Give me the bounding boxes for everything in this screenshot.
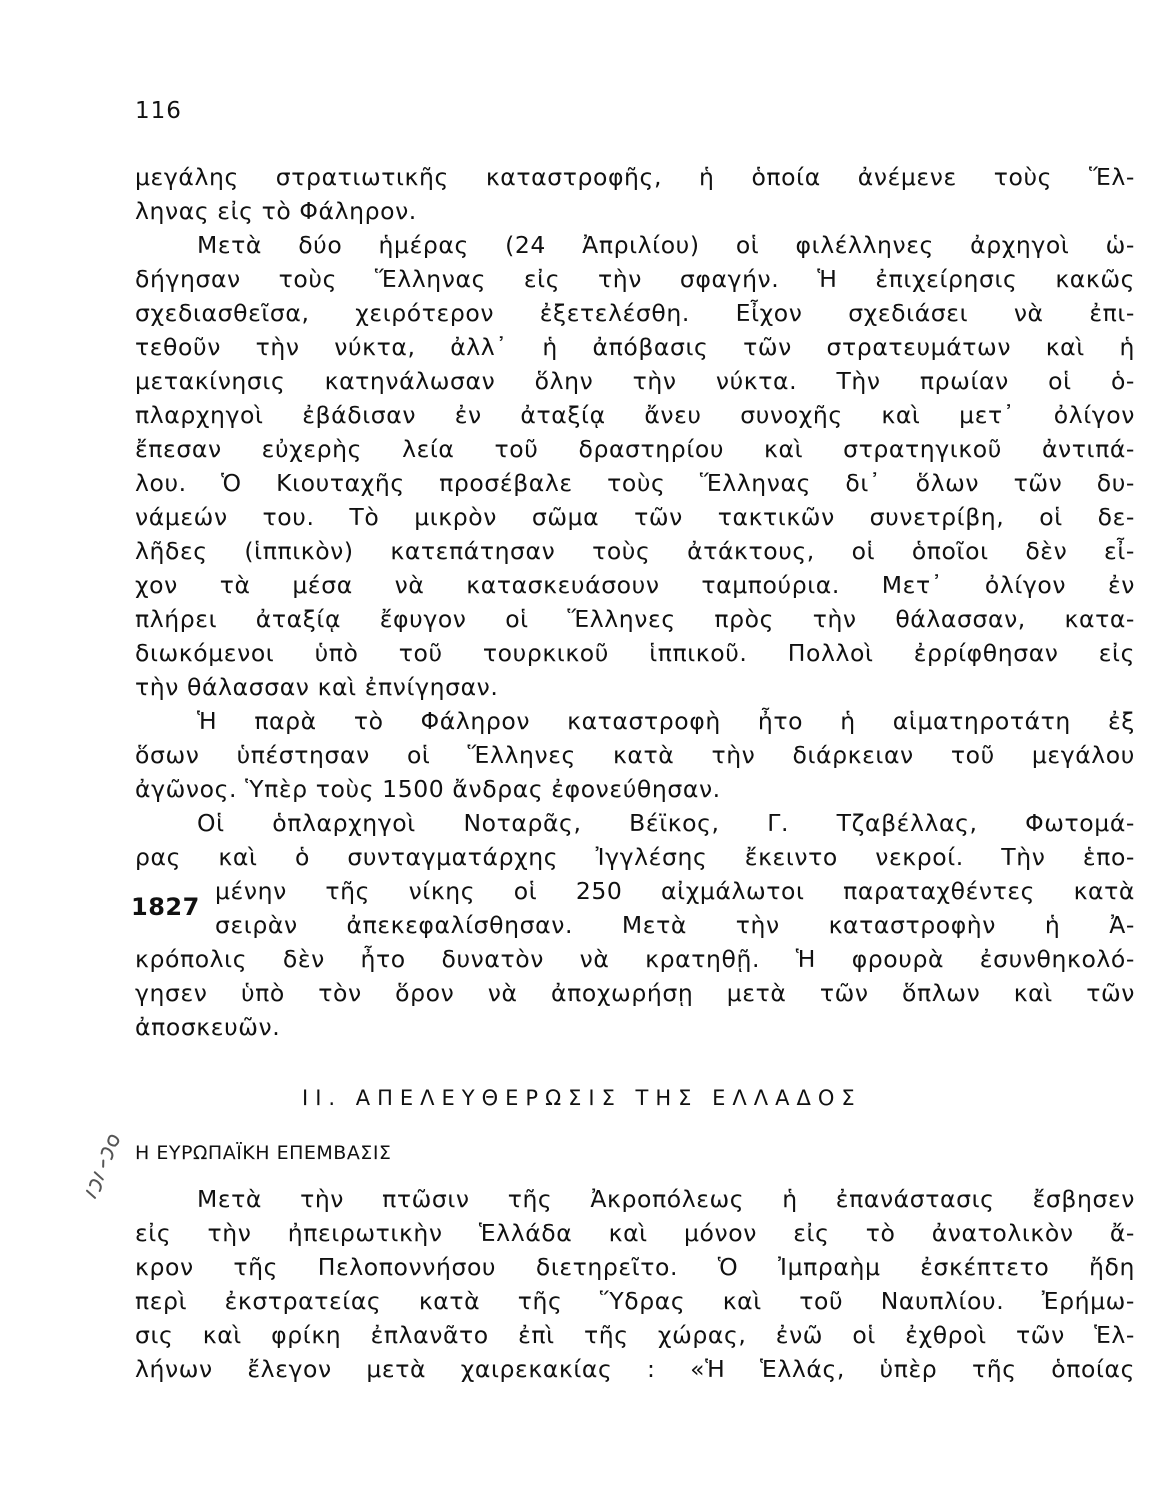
section-body-text: [135, 1182, 1135, 1386]
text-line: χον τὰ μέσα νὰ κατασκευάσουν ταμπούρια. Μετ᾽ ὀλίγον ἐν: [135, 571, 1135, 599]
text-line: μένην τῆς νίκης οἱ 250 αἰχμάλωτοι παραταχθέντες κατὰ: [215, 877, 1135, 905]
text-line: περὶ ἐκστρατείας κατὰ τῆς Ὕδρας καὶ τοῦ Ναυπλίου. Ἐρήμω-: [135, 1287, 1135, 1315]
subsection-heading: Η ΕΥΡΩΠΑΪΚΗ ΕΠΕΜΒΑΣΙΣ: [135, 1142, 392, 1164]
text-line: πλήρει ἀταξίᾳ ἔφυγον οἱ Ἕλληνες πρὸς τὴν θάλασσαν, κατα-: [135, 605, 1135, 633]
text-line: ἀποσκευῶν.: [135, 1013, 281, 1041]
text-line: τεθοῦν τὴν νύκτα, ἀλλ᾽ ἡ ἀπόβασις τῶν στρατευμάτων καὶ ἡ: [135, 333, 1135, 361]
body-text: [135, 160, 1135, 1044]
text-line: νάμεών του. Τὸ μικρὸν σῶμα τῶν τακτικῶν συνετρίβη, οἱ δε-: [135, 503, 1135, 531]
text-line: ἀγῶνος. Ὑπὲρ τοὺς 1500 ἄνδρας ἐφονεύθησαν.: [135, 775, 721, 803]
section-heading: ΙΙ. ΑΠΕΛΕΥΘΕΡΩΣΙΣ ΤΗΣ ΕΛΛΑΔΟΣ: [302, 1086, 862, 1110]
paragraph: [135, 1182, 1135, 1386]
text-line: δήγησαν τοὺς Ἕλληνας εἰς τὴν σφαγήν. Ἡ ἐπιχείρησις κακῶς: [135, 265, 1135, 293]
paragraph: [135, 704, 1135, 806]
text-line: λῆδες (ἱππικὸν) κατεπάτησαν τοὺς ἀτάκτους, οἱ ὁποῖοι δὲν εἶ-: [135, 537, 1135, 565]
text-line: ἔπεσαν εὐχερὴς λεία τοῦ δραστηρίου καὶ στρατηγικοῦ ἀντιπά-: [135, 435, 1135, 463]
text-line: κρόπολις δὲν ἦτο δυνατὸν νὰ κρατηθῇ. Ἡ φρουρὰ ἐσυνθηκολό-: [135, 945, 1135, 973]
margin-year: 1827: [131, 893, 200, 921]
text-line: τὴν θάλασσαν καὶ ἐπνίγησαν.: [135, 673, 499, 701]
text-line: σειρὰν ἀπεκεφαλίσθησαν. Μετὰ τὴν καταστροφὴν ἡ Ἀ-: [215, 911, 1135, 939]
text-line: κρον τῆς Πελοποννήσου διετηρεῖτο. Ὁ Ἰμπραὴμ ἐσκέπτετο ἤδη: [135, 1253, 1135, 1281]
text-line: Ἡ παρὰ τὸ Φάληρον καταστροφὴ ἦτο ἡ αἱματηροτάτη ἐξ: [197, 707, 1135, 735]
text-line: διωκόμενοι ὑπὸ τοῦ τουρκικοῦ ἱππικοῦ. Πολλοὶ ἐρρίφθησαν εἰς: [135, 639, 1135, 667]
text-line: Μετὰ τὴν πτῶσιν τῆς Ἀκροπόλεως ἡ ἐπανάστασις ἔσβησεν: [197, 1185, 1135, 1213]
text-line: εἰς τὴν ἠπειρωτικὴν Ἑλλάδα καὶ μόνον εἰς τὸ ἀνατολικὸν ἄ-: [135, 1219, 1135, 1247]
text-line: πλαρχηγοὶ ἐβάδισαν ἐν ἀταξίᾳ ἄνευ συνοχῆς καὶ μετ᾽ ὀλίγον: [135, 401, 1135, 429]
text-line: λήνων ἔλεγον μετὰ χαιρεκακίας : «Ἡ Ἑλλάς, ὑπὲρ τῆς ὁποίας: [135, 1355, 1135, 1383]
text-line: μεγάλης στρατιωτικῆς καταστροφῆς, ἡ ὁποία ἀνέμενε τοὺς Ἕλ-: [135, 163, 1135, 191]
paragraph: [135, 160, 1135, 228]
page-number: 116: [135, 98, 182, 124]
text-line: ὅσων ὑπέστησαν οἱ Ἕλληνες κατὰ τὴν διάρκειαν τοῦ μεγάλου: [135, 741, 1135, 769]
text-line: σχεδιασθεῖσα, χειρότερον ἐξετελέσθη. Εἶχον σχεδιάσει νὰ ἐπι-: [135, 299, 1135, 327]
text-line: λου. Ὁ Κιουταχῆς προσέβαλε τοὺς Ἕλληνας δι᾽ ὅλων τῶν δυ-: [135, 469, 1135, 497]
text-line: σις καὶ φρίκη ἐπλανᾶτο ἐπὶ τῆς χώρας, ἐνῶ οἱ ἐχθροὶ τῶν Ἑλ-: [135, 1321, 1135, 1349]
text-line: μετακίνησις κατηνάλωσαν ὅλην τὴν νύκτα. Τὴν πρωίαν οἱ ὁ-: [135, 367, 1135, 395]
paragraph: [135, 228, 1135, 704]
paragraph: [135, 806, 1135, 1044]
text-line: Οἱ ὁπλαρχηγοὶ Νοταρᾶς, Βέϊκος, Γ. Τζαβέλλας, Φωτομά-: [197, 809, 1135, 837]
text-line: ληνας εἰς τὸ Φάληρον.: [135, 197, 417, 225]
text-line: γησεν ὑπὸ τὸν ὅρον νὰ ἀποχωρήσῃ μετὰ τῶν ὅπλων καὶ τῶν: [135, 979, 1135, 1007]
text-line: ρας καὶ ὁ συνταγματάρχης Ἰγγλέσης ἔκειντο νεκροί. Τὴν ἑπο-: [135, 843, 1135, 871]
text-line: Μετὰ δύο ἡμέρας (24 Ἀπριλίου) οἱ φιλέλληνες ἀρχηγοὶ ὡ-: [197, 231, 1135, 259]
